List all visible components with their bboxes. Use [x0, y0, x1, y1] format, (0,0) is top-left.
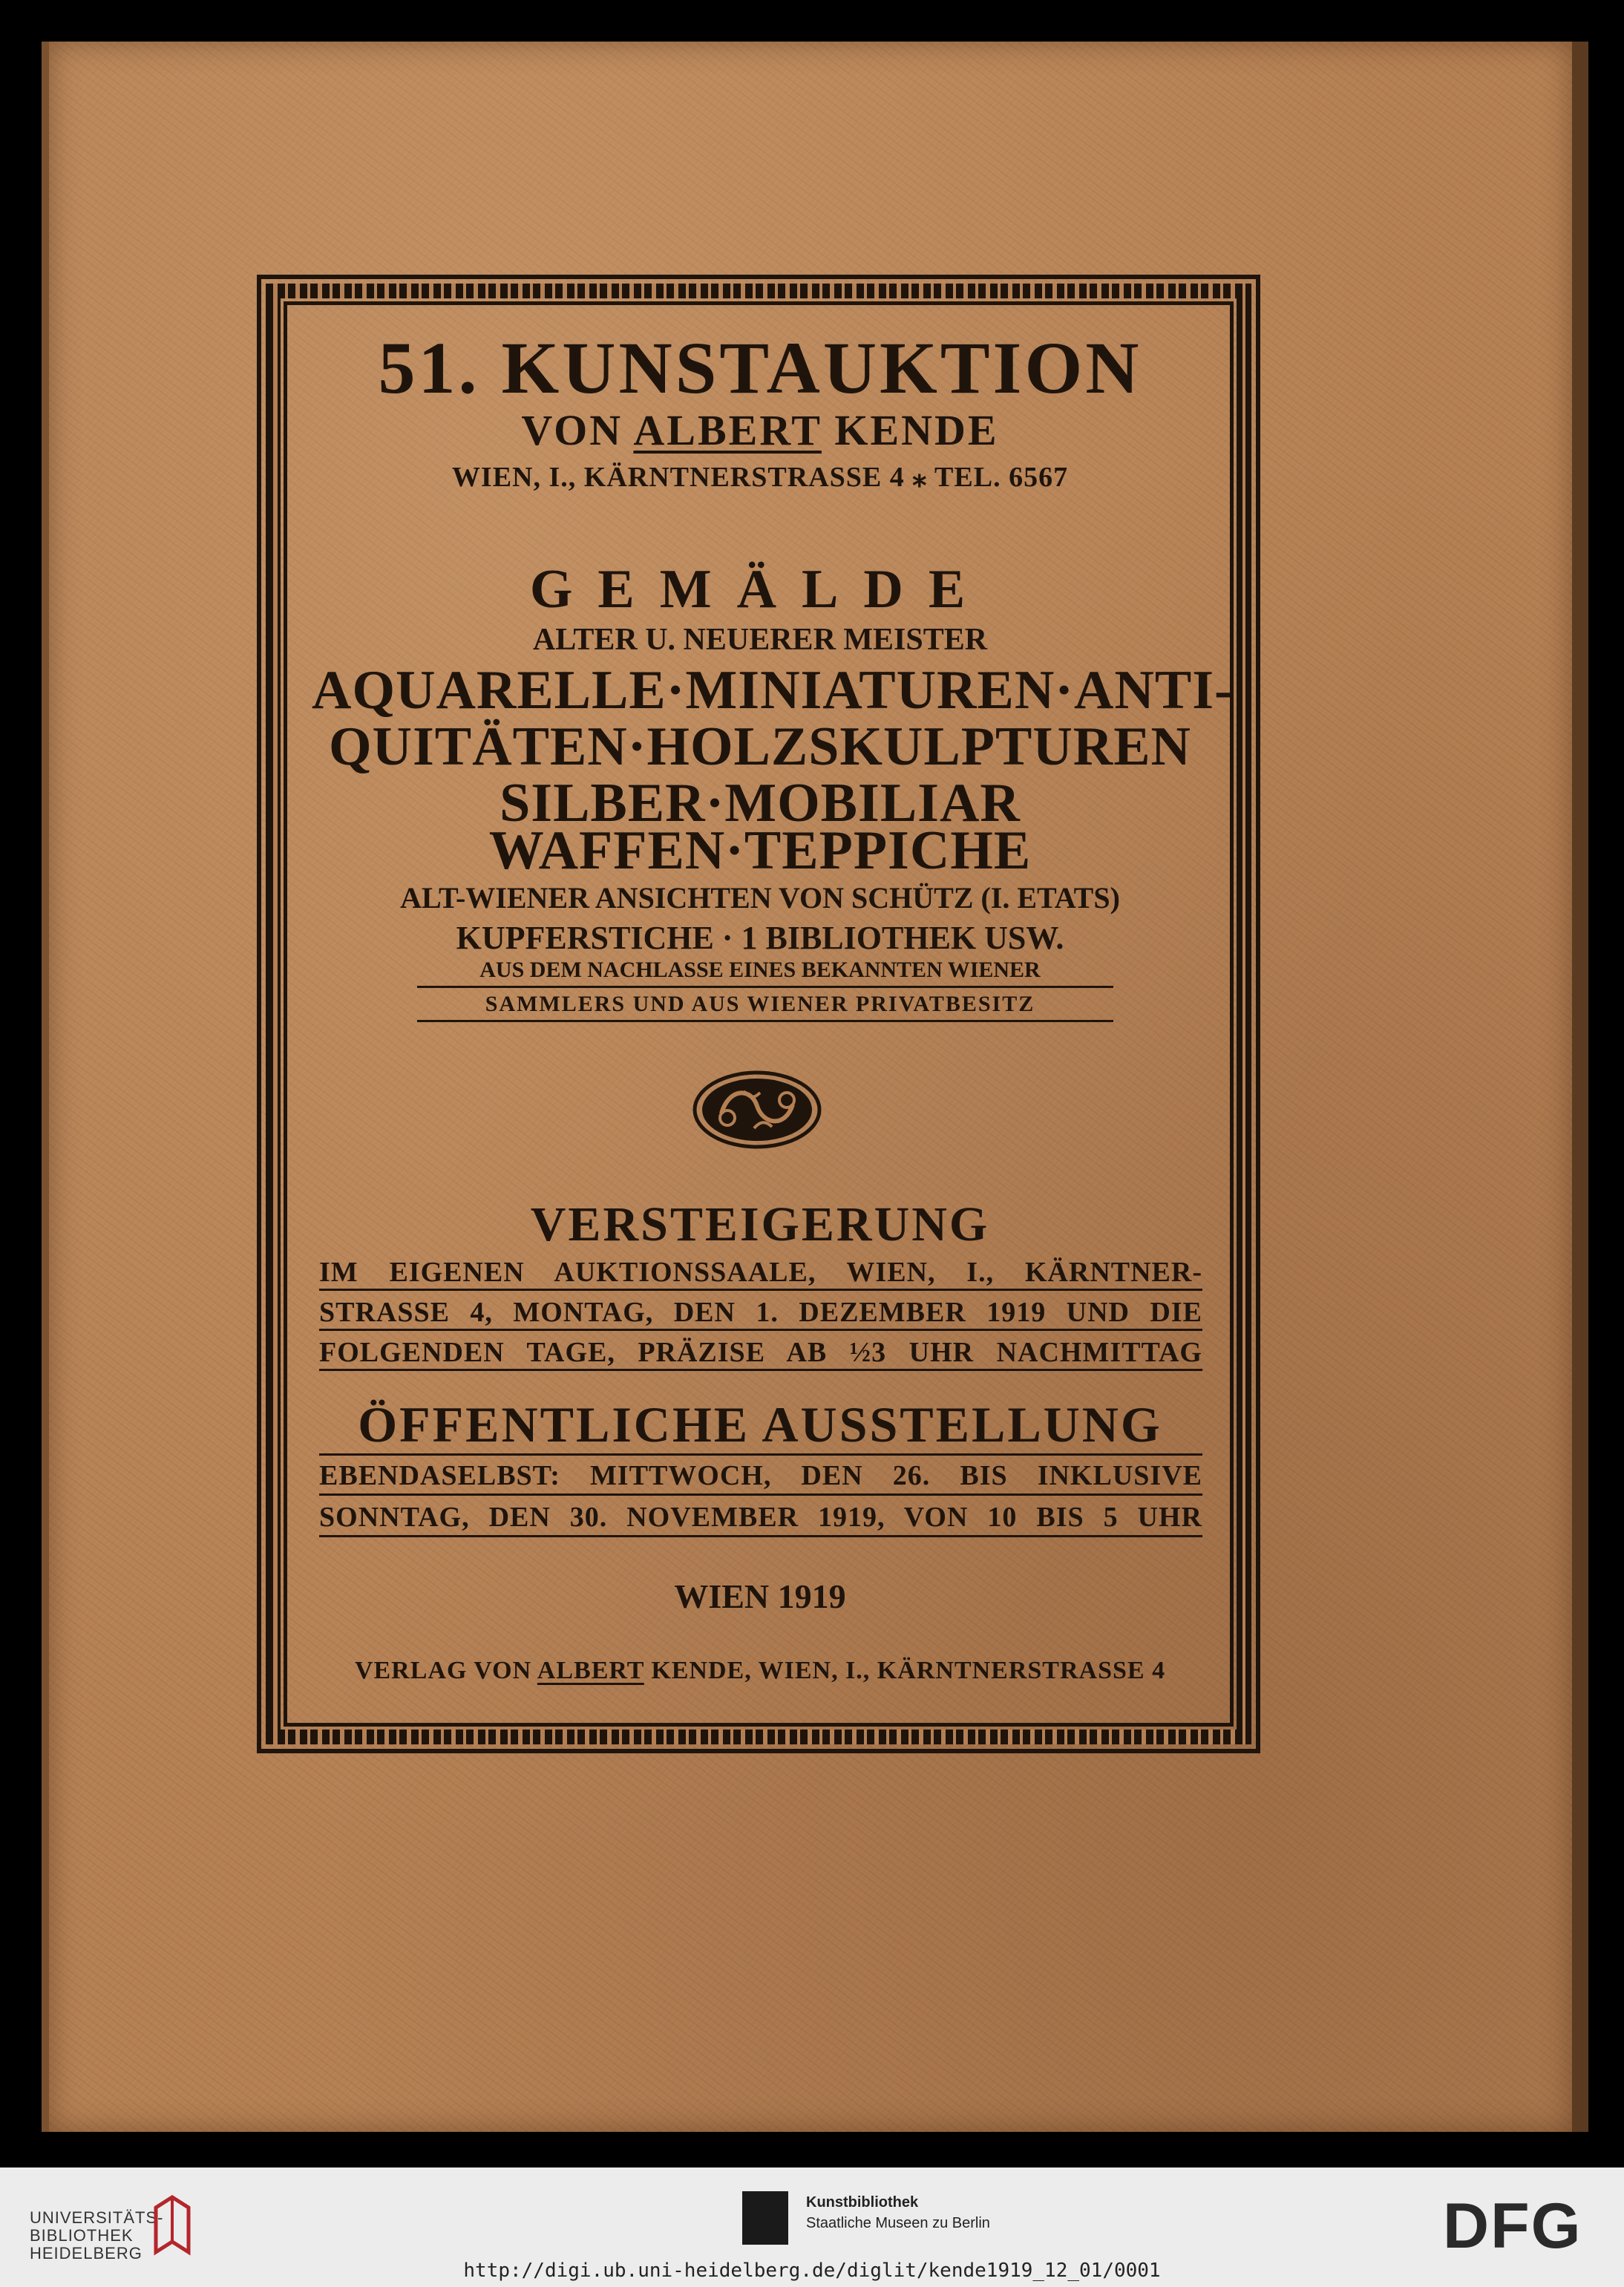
- kunstbibliothek-name: Kunstbibliothek: [806, 2194, 919, 2211]
- kunstbibliothek-logo-icon[interactable]: [742, 2191, 788, 2245]
- divider-rule: [319, 1329, 1202, 1331]
- place-date: WIEN 1919: [674, 1577, 846, 1615]
- category-line-1: AQUARELLE·MINIATUREN·ANTI-: [312, 660, 1234, 721]
- auctioneer-name: ALBERT: [633, 406, 822, 454]
- publisher-name: ALBERT: [537, 1657, 644, 1684]
- subheading-meister: ALTER U. NEUERER MEISTER: [532, 623, 988, 657]
- page-left-edge: [42, 42, 49, 2132]
- category-line-6: KUPFERSTICHE · 1 BIBLIOTHEK USW.: [456, 920, 1064, 956]
- ub-logo-line-3: HEIDELBERG: [30, 2244, 143, 2263]
- ausstellung-line-2: SONNTAG, DEN 30. NOVEMBER 1919, VON 10 BIS 5 UHR: [319, 1502, 1202, 1533]
- address-line: WIEN, I., KÄRNTNERSTRASSE 4 ⁎ TEL. 6567: [451, 462, 1069, 493]
- dfg-logo[interactable]: DFG: [1443, 2191, 1582, 2262]
- divider-rule: [319, 1453, 1202, 1456]
- kunstbibliothek-subtitle: Staatliche Museen zu Berlin: [806, 2215, 990, 2231]
- divider-rule: [319, 1289, 1202, 1291]
- publisher-suffix: KENDE, WIEN, I., KÄRNTNERSTRASSE 4: [651, 1657, 1166, 1684]
- permalink-url[interactable]: http://digi.ub.uni-heidelberg.de/diglit/kende1919_12_01/0001: [463, 2260, 1161, 2282]
- auctioneer-prefix: VON: [521, 406, 623, 454]
- ub-logo-line-2: BIBLIOTHEK: [30, 2226, 134, 2245]
- divider-rule: [417, 1020, 1113, 1022]
- category-line-3: SILBER·MOBILIAR: [500, 773, 1021, 834]
- auction-title: 51. KUNSTAUKTION: [378, 327, 1142, 409]
- auctioneer-suffix: KENDE: [834, 406, 999, 454]
- divider-rule: [319, 1369, 1202, 1371]
- versteigerung-line-2: STRASSE 4, MONTAG, DEN 1. DEZEMBER 1919 UND DIE: [319, 1297, 1202, 1328]
- category-line-2: QUITÄTEN·HOLZSKULPTUREN: [328, 716, 1191, 777]
- divider-rule: [319, 1535, 1202, 1537]
- ub-heidelberg-logo-icon[interactable]: [150, 2193, 194, 2260]
- publisher-line: [312, 1657, 1208, 1685]
- category-line-5: ALT-WIENER ANSICHTEN VON SCHÜTZ (I. ETATS): [400, 881, 1120, 915]
- versteigerung-line-3: FOLGENDEN TAGE, PRÄZISE AB ½3 UHR NACHMITTAG: [319, 1337, 1202, 1368]
- auctioneer-line: [312, 405, 1208, 455]
- category-line-4: WAFFEN·TEPPICHE: [488, 820, 1032, 881]
- provenance-line-1: AUS DEM NACHLASSE EINES BEKANNTEN WIENER: [479, 958, 1041, 982]
- versteigerung-line-1: IM EIGENEN AUKTIONSSAALE, WIEN, I., KÄRNTNER-: [319, 1257, 1202, 1288]
- ausstellung-line-1: EBENDASELBST: MITTWOCH, DEN 26. BIS INKLUSIVE: [319, 1460, 1202, 1491]
- divider-rule: [417, 986, 1113, 988]
- ub-heidelberg-logo-text[interactable]: [30, 2209, 163, 2263]
- provenance-line-2: SAMMLERS UND AUS WIENER PRIVATBESITZ: [485, 992, 1035, 1016]
- divider-rule: [319, 1493, 1202, 1496]
- page-spine-edge: [1572, 42, 1588, 2132]
- ub-logo-line-1: UNIVERSITÄTS-: [30, 2208, 164, 2227]
- printer-ornament-icon: [692, 1069, 822, 1151]
- heading-versteigerung: VERSTEIGERUNG: [530, 1197, 990, 1252]
- heading-ausstellung: ÖFFENTLICHE AUSSTELLUNG: [358, 1396, 1162, 1453]
- publisher-prefix: VERLAG VON: [354, 1657, 532, 1684]
- heading-gemaelde: GEMÄLDE: [529, 559, 991, 620]
